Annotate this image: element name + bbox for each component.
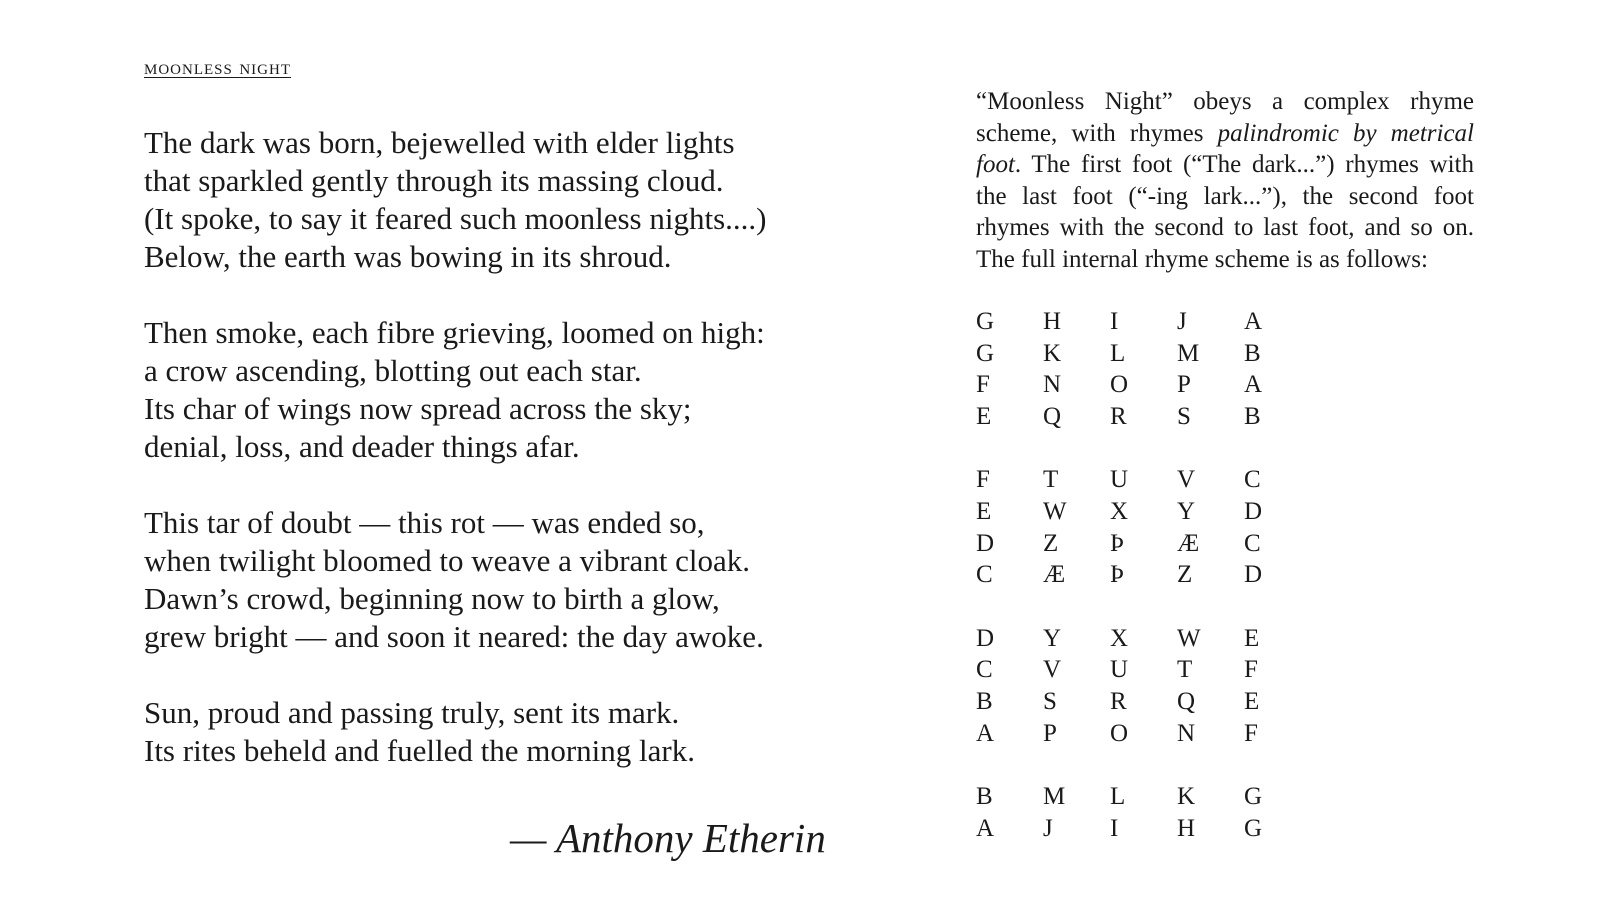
- rhyme-letter: D: [1244, 497, 1263, 525]
- poem-line: This tar of doubt — this rot — was ended so,: [144, 505, 705, 540]
- rhyme-letter: R: [1110, 402, 1127, 430]
- rhyme-letter: F: [1244, 656, 1258, 684]
- rhyme-row: [976, 623, 1311, 655]
- rhyme-row: [976, 369, 1311, 401]
- rhyme-letter: F: [976, 371, 990, 399]
- rhyme-letter: M: [1043, 783, 1066, 811]
- rhyme-letter: X: [1110, 497, 1129, 525]
- rhyme-letter: D: [976, 529, 995, 557]
- stanza-1: [144, 124, 824, 276]
- stanza-2: [144, 314, 824, 466]
- rhyme-row: [976, 401, 1311, 433]
- poem-line: grew bright — and soon it neared: the day awoke.: [144, 619, 764, 654]
- rhyme-letter: B: [976, 687, 993, 715]
- rhyme-letter: Z: [1043, 529, 1059, 557]
- rhyme-letter: F: [976, 466, 990, 494]
- stanza-3: [144, 504, 824, 656]
- rhyme-letter: A: [1244, 371, 1263, 399]
- rhyme-letter: L: [1110, 339, 1126, 367]
- rhyme-letter: F: [1244, 719, 1258, 747]
- rhyme-row: [976, 464, 1311, 496]
- rhyme-letter: A: [976, 814, 995, 842]
- rhyme-letter: H: [1043, 308, 1062, 335]
- rhyme-row: [976, 686, 1311, 718]
- rhyme-letter: C: [1244, 529, 1261, 557]
- rhyme-letter: S: [1177, 402, 1191, 430]
- rhyme-letter: B: [976, 783, 993, 811]
- rhyme-block: [976, 306, 1311, 432]
- rhyme-letter: E: [976, 402, 992, 430]
- poem-line: a crow ascending, blotting out each star.: [144, 353, 642, 388]
- rhyme-block: [976, 464, 1311, 590]
- rhyme-letter: Q: [1043, 402, 1062, 430]
- rhyme-letter: N: [1177, 719, 1196, 747]
- rhyme-letter: A: [976, 719, 995, 747]
- poem-title: moonless night: [144, 54, 291, 79]
- rhyme-letter: C: [976, 656, 993, 684]
- poem-line: Sun, proud and passing truly, sent its mark.: [144, 695, 680, 730]
- rhyme-letter: Y: [1177, 497, 1196, 525]
- rhyme-block: [976, 781, 1311, 844]
- rhyme-letter: Æ: [1177, 529, 1200, 557]
- rhyme-letter: E: [1244, 687, 1260, 715]
- rhyme-letter: C: [976, 561, 993, 589]
- poem-line: denial, loss, and deader things afar.: [144, 429, 580, 464]
- rhyme-letter: C: [1244, 466, 1261, 494]
- rhyme-letter: Z: [1177, 561, 1193, 589]
- poem-line: when twilight bloomed to weave a vibrant cloak.: [144, 543, 751, 578]
- rhyme-row: [976, 338, 1311, 370]
- rhyme-letter: E: [976, 497, 992, 525]
- rhyme-row: [976, 654, 1311, 686]
- rhyme-letter: X: [1110, 624, 1129, 652]
- rhyme-letter: B: [1244, 402, 1261, 430]
- rhyme-letter: G: [1244, 783, 1263, 811]
- rhyme-row: [976, 718, 1311, 750]
- rhyme-row: [976, 528, 1311, 560]
- rhyme-letter: W: [1043, 497, 1067, 525]
- rhyme-letter: I: [1110, 814, 1119, 842]
- rhyme-letter: Q: [1177, 687, 1196, 715]
- poem-line: Its char of wings now spread across the sky;: [144, 391, 692, 426]
- poem: [144, 124, 824, 808]
- rhyme-letter: E: [1244, 624, 1260, 652]
- rhyme-letter: Þ: [1110, 561, 1124, 589]
- rhyme-scheme-table: [976, 306, 1311, 876]
- rhyme-letter: J: [1043, 814, 1053, 842]
- author-attribution: — Anthony Etherin: [510, 815, 826, 861]
- poem-line: Dawn’s crowd, beginning now to birth a glow,: [144, 581, 720, 616]
- poem-line: The dark was born, bejewelled with elder lights: [144, 125, 735, 160]
- rhyme-row: [976, 781, 1311, 813]
- rhyme-letter: M: [1177, 339, 1200, 367]
- rhyme-letter: D: [976, 624, 995, 652]
- rhyme-row: [976, 496, 1311, 528]
- rhyme-letter: V: [1043, 656, 1062, 684]
- rhyme-letter: U: [1110, 656, 1129, 684]
- rhyme-letter: T: [1043, 466, 1059, 494]
- rhyme-letter: A: [1244, 308, 1263, 335]
- rhyme-letter: H: [1177, 814, 1196, 842]
- rhyme-letter: S: [1043, 687, 1057, 715]
- rhyme-letter: V: [1177, 466, 1196, 494]
- rhyme-row: [976, 306, 1311, 338]
- note-text: “Moonless Night” obeys a complex rhyme scheme, with rhymes: [976, 88, 1474, 147]
- rhyme-letter: W: [1177, 624, 1201, 652]
- rhyme-letter: J: [1177, 308, 1187, 335]
- rhyme-letter: Þ: [1110, 529, 1124, 557]
- rhyme-letter: P: [1043, 719, 1057, 747]
- poem-line: Then smoke, each fibre grieving, loomed on high:: [144, 315, 765, 350]
- rhyme-letter: G: [976, 308, 995, 335]
- rhyme-letter: Æ: [1043, 561, 1066, 589]
- rhyme-row: [976, 813, 1311, 845]
- rhyme-letter: D: [1244, 561, 1263, 589]
- rhyme-letter: Y: [1043, 624, 1062, 652]
- rhyme-letter: P: [1177, 371, 1191, 399]
- rhyme-letter: B: [1244, 339, 1261, 367]
- rhyme-letter: N: [1043, 371, 1062, 399]
- stanza-4: [144, 694, 824, 770]
- poem-line: Its rites beheld and fuelled the morning lark.: [144, 733, 695, 768]
- rhyme-letter: K: [1177, 783, 1196, 811]
- rhyme-letter: K: [1043, 339, 1062, 367]
- poem-line: that sparkled gently through its massing cloud.: [144, 163, 724, 198]
- rhyme-letter: R: [1110, 687, 1127, 715]
- rhyme-note: [976, 86, 1474, 276]
- rhyme-letter: L: [1110, 783, 1126, 811]
- rhyme-letter: U: [1110, 466, 1129, 494]
- rhyme-letter: G: [976, 339, 995, 367]
- note-emphasis: palindromic by metrical foot: [976, 119, 1474, 179]
- rhyme-block: [976, 623, 1311, 749]
- rhyme-letter: G: [1244, 814, 1263, 842]
- rhyme-letter: O: [1110, 719, 1129, 747]
- rhyme-letter: I: [1110, 308, 1119, 335]
- note-text: . The first foot (“The dark...”) rhymes with the last foot (“-ing lark...”), the second foot rhymes with the second to last foot, and so on. The full internal rhyme scheme is as follows:: [976, 151, 1474, 273]
- poem-line: (It spoke, to say it feared such moonless nights....): [144, 201, 767, 236]
- poem-line: Below, the earth was bowing in its shroud.: [144, 239, 672, 274]
- rhyme-letter: T: [1177, 656, 1193, 684]
- rhyme-letter: O: [1110, 371, 1129, 399]
- rhyme-row: [976, 559, 1311, 591]
